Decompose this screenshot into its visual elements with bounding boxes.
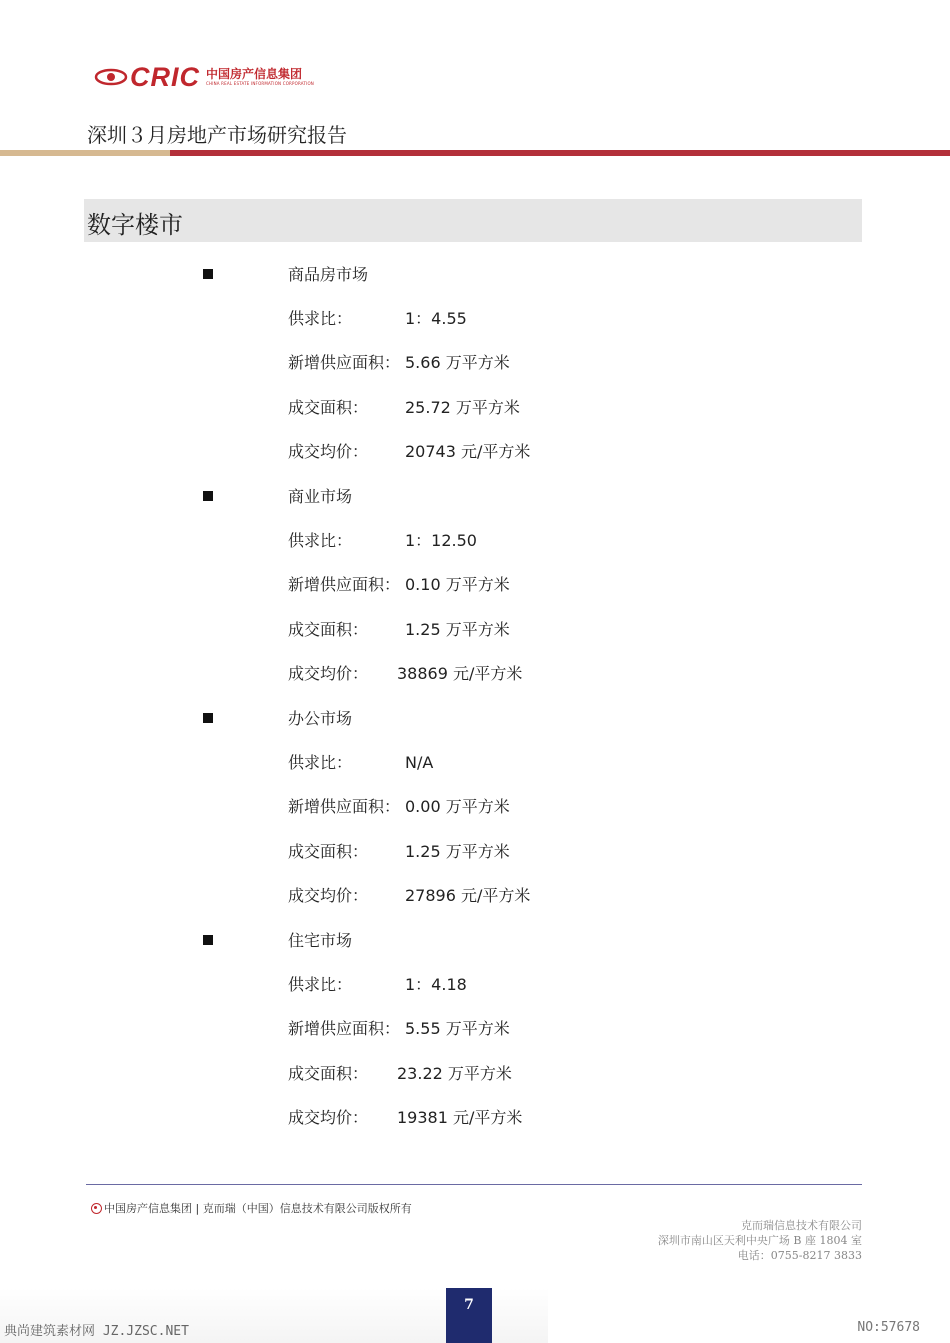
market-name: 办公市场 [288,709,353,728]
copyright-text: 中国房产信息集团 | 克而瑞（中国）信息技术有限公司版权所有 [104,1202,412,1215]
row-value: 1：4.55 [405,309,467,328]
logo-wordmark: CRIC [130,61,200,92]
market-name: 住宅市场 [288,931,353,950]
row-label: 成交面积： [288,842,369,861]
row-label: 成交均价： [288,442,369,461]
watermark-left: 典尚建筑素材网 JZ.JZSC.NET [4,1324,189,1339]
row-label: 新增供应面积： [288,353,401,372]
page-number: 7 [464,1297,474,1313]
footer-address: 深圳市南山区天利中央广场 B 座 1804 室 [657,1234,862,1247]
cric-logo [94,62,314,92]
logo-chinese-name: 中国房产信息集团 [206,67,303,81]
row-label: 成交面积： [288,620,369,639]
row-label: 供求比： [288,753,353,772]
eye-logo-icon [94,68,128,86]
row-value: 27896 元/平方米 [405,886,531,905]
bullet-icon [203,713,213,723]
row-value: 0.10 万平方米 [405,575,510,594]
row-value: 23.22 万平方米 [397,1064,512,1083]
row-label: 成交均价： [288,1108,369,1127]
row-label: 成交均价： [288,664,369,683]
row-value: 1：4.18 [405,975,467,994]
row-label: 供求比： [288,975,353,994]
footer-company: 克而瑞信息技术有限公司 [741,1219,862,1232]
row-value: 1.25 万平方米 [405,842,510,861]
row-value: 0.00 万平方米 [405,797,510,816]
row-value: N/A [405,753,434,772]
row-label: 成交均价： [288,886,369,905]
row-value: 25.72 万平方米 [405,398,520,417]
page-number-box [446,1288,492,1343]
market-name: 商业市场 [288,487,353,506]
footer-phone: 电话：0755-8217 3833 [737,1249,862,1262]
row-label: 新增供应面积： [288,575,401,594]
row-label: 成交面积： [288,398,369,417]
row-label: 供求比： [288,309,353,328]
report-title: 深圳３月房地产市场研究报告 [87,123,347,147]
row-label: 成交面积： [288,1064,369,1083]
footer-divider [86,1184,862,1185]
watermark-right: NO:57678 [857,1320,920,1335]
row-value: 1.25 万平方米 [405,620,510,639]
bullet-icon [203,935,213,945]
row-label: 新增供应面积： [288,797,401,816]
footer-copyright [91,1200,412,1216]
section-header [84,199,862,242]
row-value: 5.55 万平方米 [405,1019,510,1038]
section-title: 数字楼市 [87,211,183,239]
row-value: 5.66 万平方米 [405,353,510,372]
header-band [170,150,950,156]
footer-contact [658,1218,862,1263]
market-name: 商品房市场 [288,265,369,284]
copyright-icon [91,1203,102,1214]
row-value: 1：12.50 [405,531,477,550]
row-label: 供求比： [288,531,353,550]
row-label: 新增供应面积： [288,1019,401,1038]
row-value: 38869 元/平方米 [397,664,523,683]
row-value: 19381 元/平方米 [397,1108,523,1127]
bullet-icon [203,491,213,501]
logo-english-name: CHINA REAL ESTATE INFORMATION CORPORATION [206,81,314,86]
row-value: 20743 元/平方米 [405,442,531,461]
header-band-accent [0,150,170,156]
bullet-icon [203,269,213,279]
